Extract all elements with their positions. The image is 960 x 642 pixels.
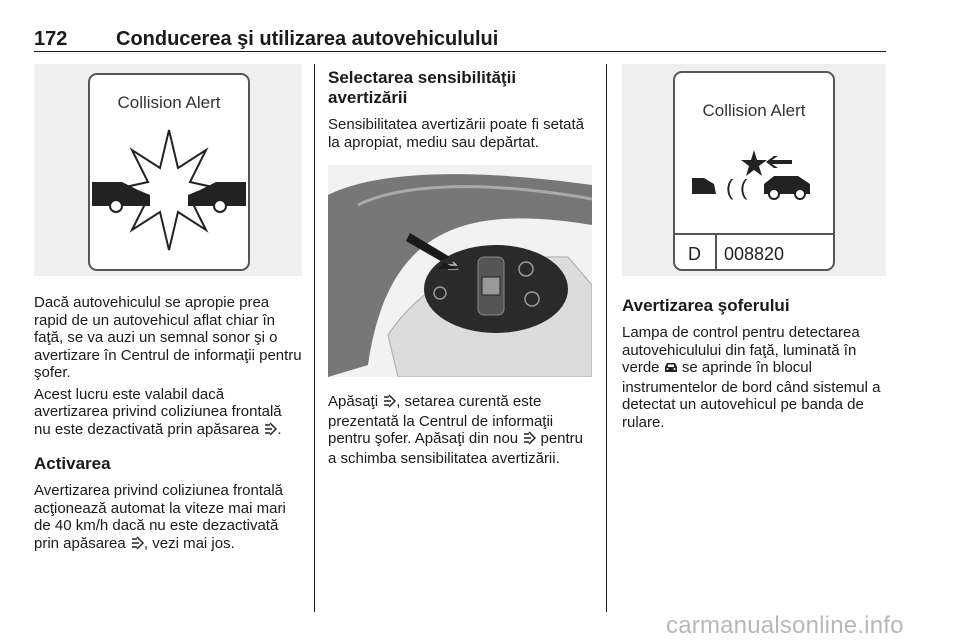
paragraph-sensitivity-options: Sensibilitatea avertizării poate fi setată la apropiat, mediu sau depărtat.	[328, 116, 584, 151]
gear-indicator: D	[688, 244, 701, 264]
watermark: carmanualsonline.info	[666, 612, 904, 639]
collision-display-drawing	[34, 64, 302, 276]
column-divider-1	[314, 64, 315, 612]
paragraph-warning-description: Dacă autovehiculul se apropie prea rapid de un autovehicul aflat chiar în faţă, se va auzi un semnal sonor şi o avertizare în Centrul de informaţii pentru şofer.	[34, 294, 302, 381]
page-header	[34, 28, 886, 52]
instrument-cluster-illustration	[622, 64, 886, 276]
odometer-readout: 008820	[724, 244, 785, 264]
heading-sensitivity: Selectarea sensibilităţii avertizării	[328, 68, 517, 107]
column-left	[34, 64, 302, 554]
heading-driver-warning: Avertizarea şoferului	[622, 296, 790, 315]
cluster-display-drawing	[622, 64, 886, 276]
steering-wheel-drawing	[328, 165, 592, 377]
chapter-title: Conducerea şi utilizarea autovehiculului	[116, 28, 499, 50]
steering-wheel-illustration	[328, 165, 592, 377]
collision-sensitivity-icon	[130, 536, 144, 555]
paragraph-deactivation-note: Acest lucru este valabil dacă avertizarea privind coliziunea frontală nu este dezactivată prin apăsarea .	[34, 386, 302, 441]
svg-text:(: (	[726, 175, 734, 200]
set-button	[482, 277, 500, 295]
vehicle-ahead-icon	[664, 361, 678, 379]
collision-sensitivity-icon	[522, 431, 536, 450]
paragraph-activation: Avertizarea privind coliziunea frontală acţionează automat la viteze mai mari de 40 km/h dacă nu este dezactivată prin apăsarea , vezi mai jos.	[34, 482, 302, 554]
heading-activation: Activarea	[34, 454, 111, 473]
collision-sensitivity-icon	[382, 394, 396, 413]
column-middle	[328, 64, 592, 467]
column-divider-2	[606, 64, 607, 612]
collision-display-text: Collision Alert	[117, 93, 221, 112]
column-right	[622, 64, 886, 431]
paragraph-press-instructions: Apăsaţi , setarea curentă este prezentată la Centrul de informaţii pentru şofer. Apăsaţi din nou pentru a schimba sensibilitatea avertizării.	[328, 393, 584, 467]
paragraph-driver-warning: Lampa de control pentru detectarea autovehiculului din faţă, luminată în verde se aprinde în blocul instrumentelor de bord când sistemul a detectat un autovehicul pe banda de rulare.	[622, 324, 881, 431]
page-number: 172	[34, 28, 68, 50]
svg-text:(: (	[740, 175, 748, 200]
collision-sensitivity-icon	[263, 422, 277, 441]
cluster-display-title: Collision Alert	[702, 101, 806, 120]
collision-alert-illustration	[34, 64, 302, 276]
